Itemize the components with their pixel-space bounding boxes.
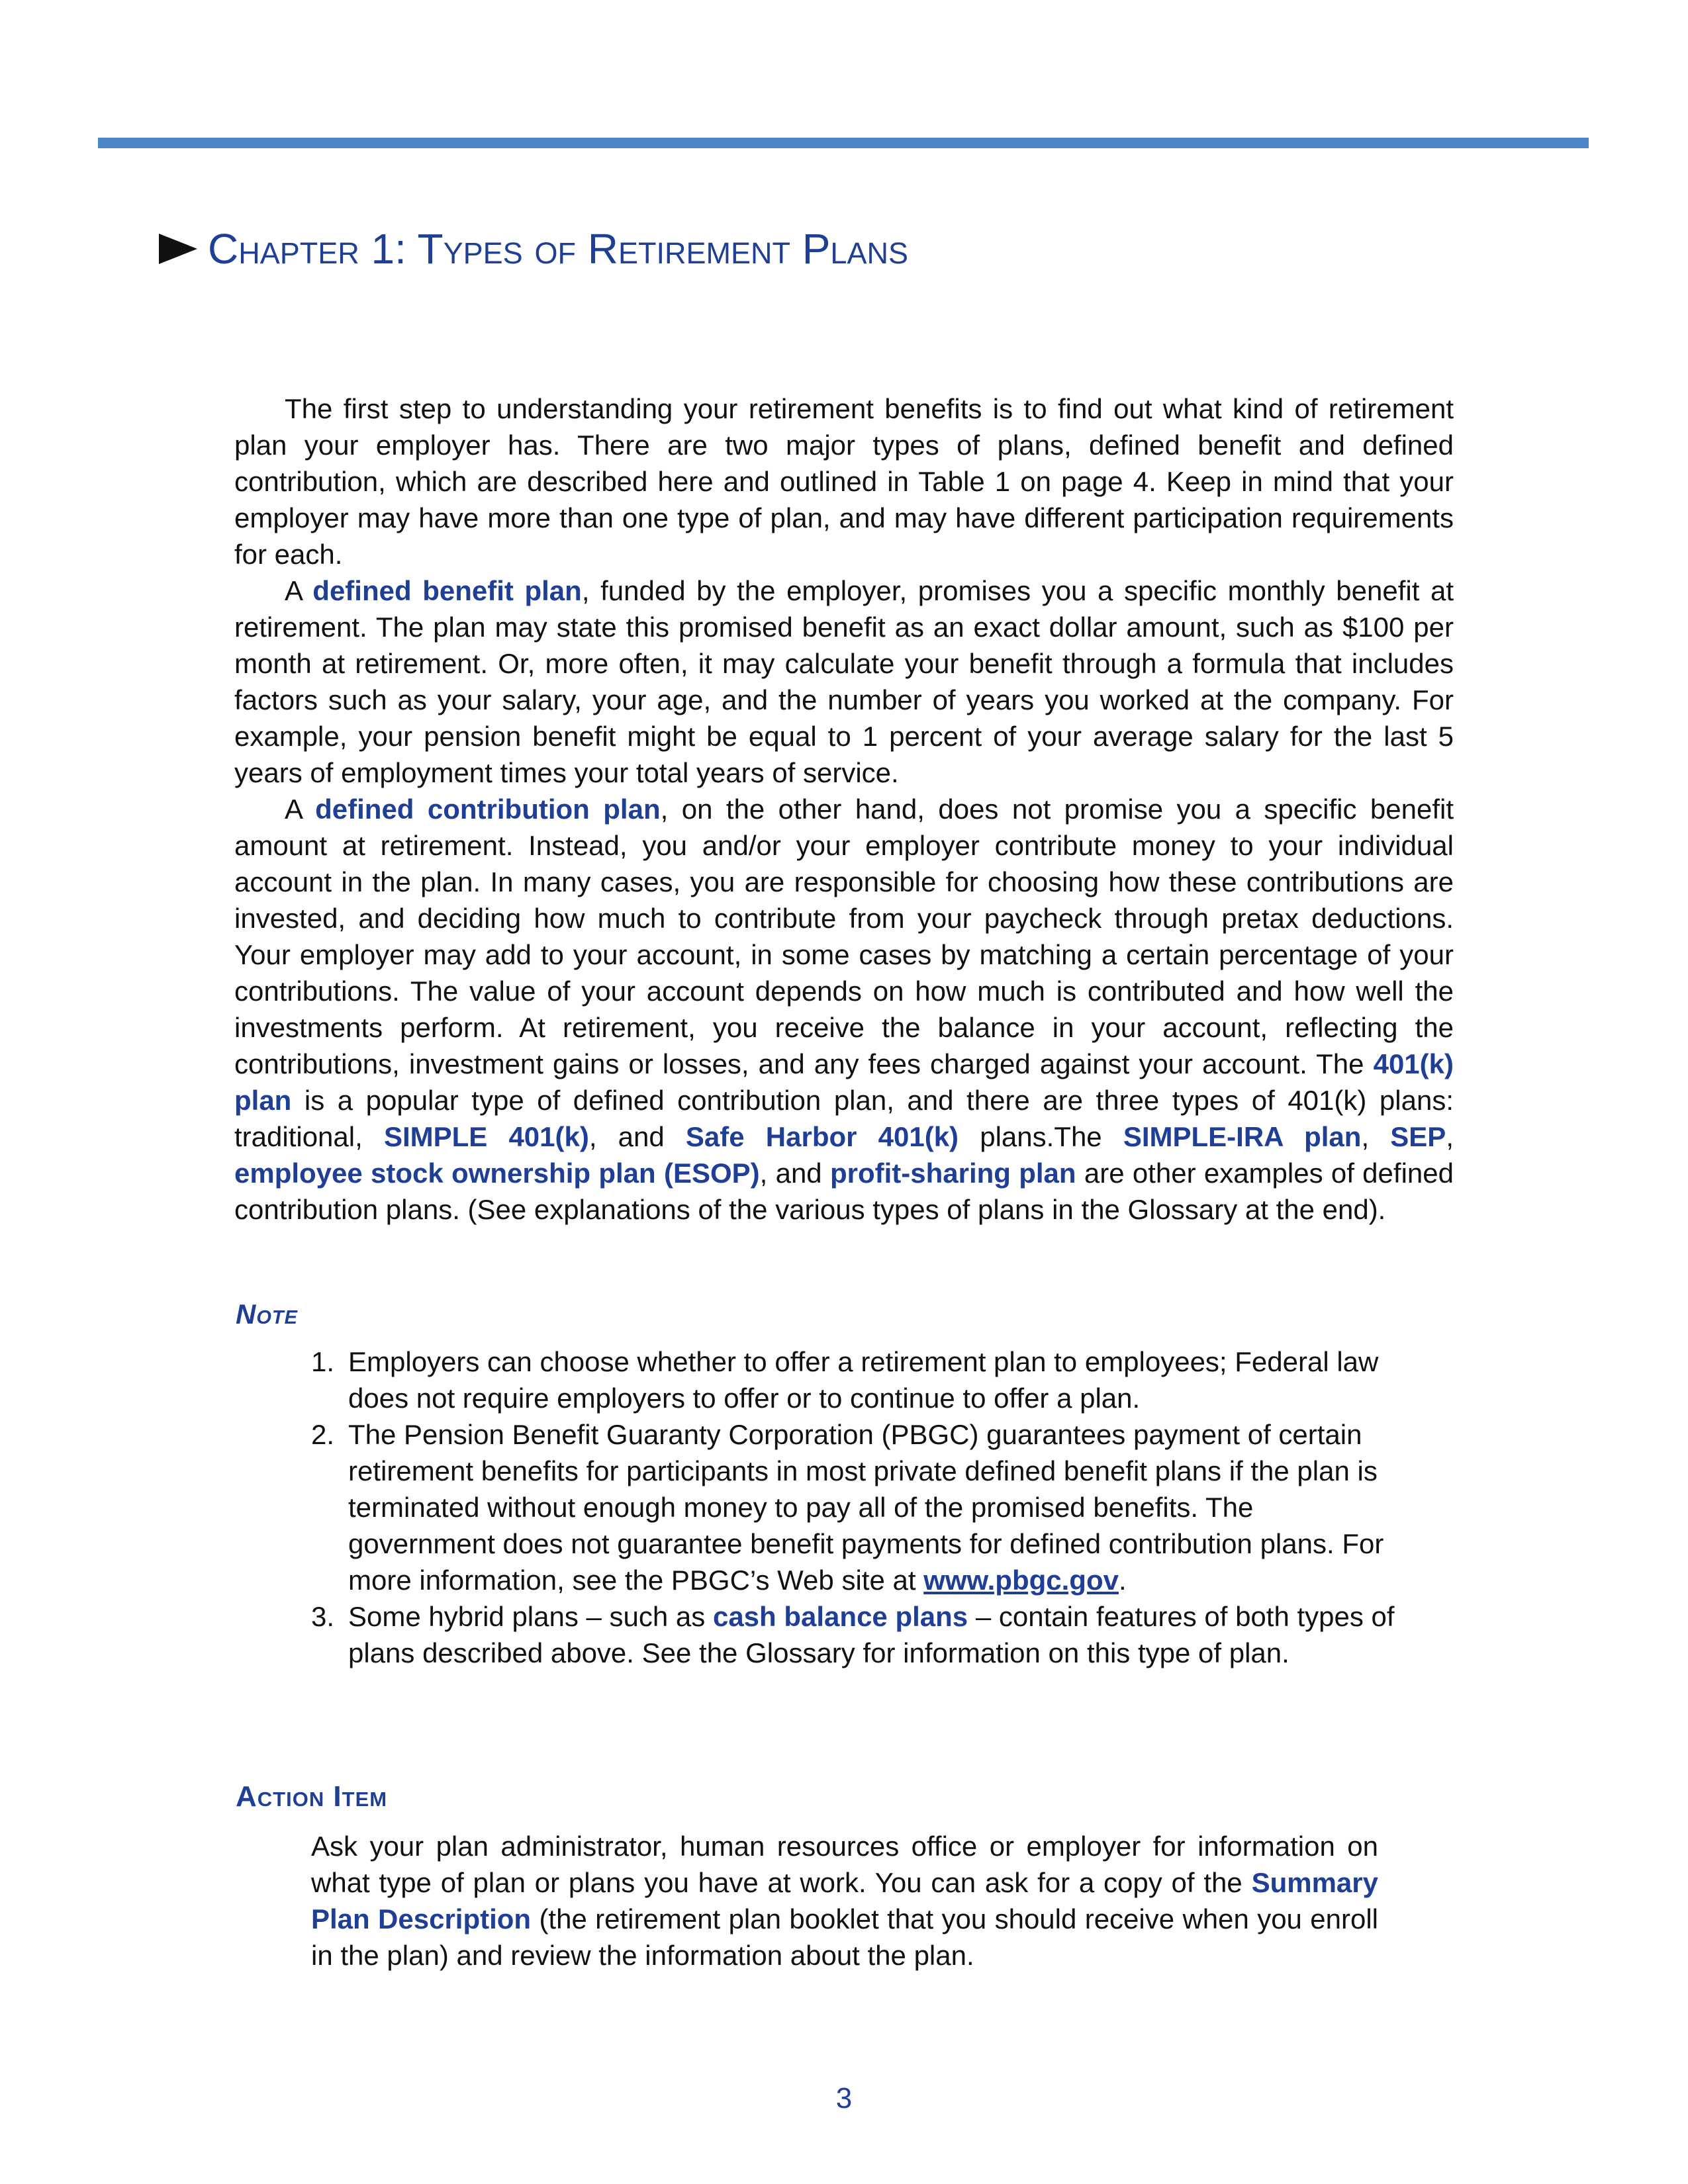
term-cash-balance-plans: cash balance plans xyxy=(712,1601,968,1632)
note-number: 2. xyxy=(311,1419,335,1450)
note-item xyxy=(311,1343,1397,1416)
intro-body xyxy=(234,390,1454,1228)
text-run: , xyxy=(1361,1121,1391,1152)
term-defined-contribution-plan: defined contribution plan xyxy=(315,794,661,825)
text-run: , on the other hand, does not promise you a specific benefit amount at retirement. Instead, you and/or your employer contribute money to your individual account in the plan. In many cases, you are responsible for choosing how these contributions are invested, and deciding how much to contribute from your paycheck through pretax deductions. Your employer may add to your account, in some cases by matching a certain percentage of your contributions. The value of your account depends on how much is contributed and how well the investments perform. At retirement, you receive the balance in your account, reflecting the contributions, investment gains or losses, and any fees charged against your account. The xyxy=(234,794,1454,1079)
text-run: – contain features of both types of plans described above. See the Glossary for information on this type of plan. xyxy=(348,1601,1395,1668)
text-run: . xyxy=(1118,1565,1127,1596)
term-safe-harbor-401k: Safe Harbor 401(k) xyxy=(685,1121,959,1152)
term-esop: employee stock ownership plan (ESOP) xyxy=(234,1158,760,1189)
text-run: (the retirement plan booklet that you should receive when you enroll in the plan) and review the information about the plan. xyxy=(311,1903,1378,1971)
action-item-heading: Action Item xyxy=(236,1780,388,1813)
text-run: A xyxy=(285,794,316,825)
triangle-arrow-icon xyxy=(158,232,199,265)
text-run: , funded by the employer, promises you a specific monthly benefit at retirement. The plan may state this promised benefit as an exact dollar amount, such as $100 per month at retirement. Or, more often, it may calculate your benefit through a formula that includes factors such as your salary, your age, and the number of years you worked at the company. For example, your pension benefit might be equal to 1 percent of your average salary for the last 5 years of employment times your total years of service. xyxy=(234,575,1454,788)
intro-paragraph-1: The first step to understanding your retirement benefits is to find out what kind of retirement plan your employer has. There are two major types of plans, defined benefit and defined contribution, which are described here and outlined in Table 1 on page 4. Keep in mind that your employer may have more than one type of plan, and may have different participation requirements for each. xyxy=(234,393,1454,570)
chapter-heading xyxy=(158,222,908,275)
action-item-text xyxy=(311,1828,1378,1974)
note-text: The Pension Benefit Guaranty Corporation (PBGC) guarantees payment of certain retirement benefits for participants in most private defined benefit plans if the plan is terminated without enough money to pay all of the promised benefits. The government does not guarantee benefit payments for defined contribution plans. For more information, see the PBGC’s Web site at xyxy=(348,1419,1384,1596)
note-number: 1. xyxy=(311,1346,335,1377)
pbgc-website-link[interactable]: www.pbgc.gov xyxy=(923,1565,1119,1596)
note-list xyxy=(311,1343,1397,1671)
text-run: Ask your plan administrator, human resources office or employer for information on what type of plan or plans you have at work. You can ask for a copy of the xyxy=(311,1831,1378,1898)
note-text: Some hybrid plans – such as xyxy=(348,1601,713,1632)
text-run: are other examples of defined contribution plans. (See explanations of the various types of plans in the Glossary at the end). xyxy=(234,1158,1454,1225)
term-sep: SEP xyxy=(1390,1121,1446,1152)
text-run: is a popular type of defined contribution plan, and there are three types of 401(k) plans: traditional, xyxy=(234,1085,1454,1152)
note-item xyxy=(311,1598,1397,1671)
term-simple-ira-plan: SIMPLE-IRA plan xyxy=(1123,1121,1362,1152)
note-item xyxy=(311,1416,1397,1598)
text-run: , xyxy=(1446,1121,1454,1152)
text-run: plans.The xyxy=(959,1121,1123,1152)
note-heading: Note xyxy=(236,1298,298,1330)
term-401k-plan: 401(k) plan xyxy=(234,1048,1454,1116)
text-run: , and xyxy=(759,1158,830,1189)
page-number: 3 xyxy=(835,2082,853,2115)
term-defined-benefit-plan: defined benefit plan xyxy=(312,575,582,606)
chapter-title: Chapter 1: Types of Retirement Plans xyxy=(208,225,908,273)
text-run: , and xyxy=(588,1121,686,1152)
top-rule xyxy=(98,138,1589,148)
intro-paragraph-2 xyxy=(234,572,1454,791)
text-run: A xyxy=(285,575,313,606)
term-summary-plan-description: Summary Plan Description xyxy=(311,1867,1378,1934)
intro-paragraph-3 xyxy=(234,791,1454,1228)
term-profit-sharing-plan: profit-sharing plan xyxy=(829,1158,1076,1189)
note-text: Employers can choose whether to offer a retirement plan to employees; Federal law does not require employers to offer or to continue to offer a plan. xyxy=(348,1346,1379,1414)
note-number: 3. xyxy=(311,1601,335,1632)
term-simple-401k: SIMPLE 401(k) xyxy=(383,1121,589,1152)
